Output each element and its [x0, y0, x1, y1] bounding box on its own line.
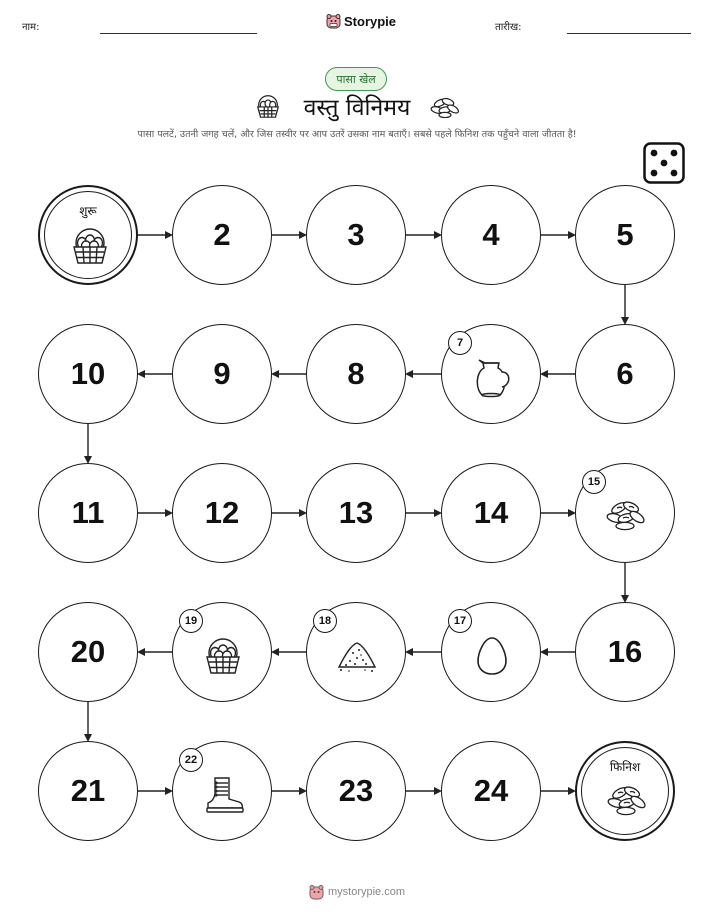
finish-label: फिनिश — [609, 760, 641, 774]
date-label: तारीख: — [495, 22, 522, 33]
board-space-6[interactable] — [575, 324, 675, 424]
page-title: वस्तु विनिमय — [303, 95, 411, 121]
start-label: शुरू — [79, 204, 97, 218]
space-number-tag: 15 — [582, 470, 606, 494]
egg-icon — [470, 633, 514, 677]
space-number-tag: 17 — [448, 609, 472, 633]
board-space-20[interactable] — [38, 602, 138, 702]
dates-icon — [605, 779, 649, 823]
space-number: 6 — [616, 356, 634, 391]
space-number-tag: 18 — [313, 609, 337, 633]
space-number: 4 — [482, 217, 500, 252]
board-space-7[interactable] — [441, 324, 541, 424]
board-space-21[interactable] — [38, 741, 138, 841]
board-space-11[interactable] — [38, 463, 138, 563]
space-number-tag: 19 — [179, 609, 203, 633]
space-number: 12 — [204, 495, 240, 530]
dates-icon — [604, 494, 648, 538]
board-space-18[interactable] — [306, 602, 406, 702]
board-space-22[interactable] — [172, 741, 272, 841]
space-number: 16 — [607, 634, 643, 669]
name-label: नाम: — [22, 22, 40, 33]
boot-icon — [201, 772, 245, 816]
space-number: 8 — [347, 356, 365, 391]
board-space-10[interactable] — [38, 324, 138, 424]
storypie-mascot-icon — [309, 884, 324, 900]
board-space-2[interactable] — [172, 185, 272, 285]
space-number: 5 — [616, 217, 634, 252]
finish-space[interactable] — [575, 741, 675, 841]
space-number: 9 — [213, 356, 231, 391]
footer-url: mystorypie.com — [328, 886, 406, 898]
space-number: 13 — [338, 495, 374, 530]
space-number: 24 — [473, 773, 509, 808]
board-space-14[interactable] — [441, 463, 541, 563]
board-space-12[interactable] — [172, 463, 272, 563]
board-space-5[interactable] — [575, 185, 675, 285]
board-space-9[interactable] — [172, 324, 272, 424]
start-space[interactable] — [38, 185, 138, 285]
space-number: 11 — [71, 495, 105, 530]
space-number: 10 — [70, 356, 106, 391]
board-space-24[interactable] — [441, 741, 541, 841]
board-space-4[interactable] — [441, 185, 541, 285]
board-space-19[interactable] — [172, 602, 272, 702]
board-space-23[interactable] — [306, 741, 406, 841]
board-space-17[interactable] — [441, 602, 541, 702]
space-number: 20 — [70, 634, 106, 669]
board-space-13[interactable] — [306, 463, 406, 563]
board-space-3[interactable] — [306, 185, 406, 285]
board-space-15[interactable] — [575, 463, 675, 563]
space-number: 21 — [70, 773, 106, 808]
brand-name: Storypie — [344, 13, 397, 29]
instructions: पासा पलटें, उतनी जगह चलें, और जिस तस्वीर पर आप उतरें उसका नाम बताएँ। सबसे पहले फिनिश तक पहुँचने वाला जीतता है! — [137, 129, 577, 140]
footer — [309, 884, 405, 900]
basket-icon — [68, 223, 112, 267]
space-number: 23 — [338, 773, 374, 808]
space-number-tag: 7 — [448, 331, 472, 355]
space-number: 2 — [213, 217, 231, 252]
space-number-tag: 22 — [179, 748, 203, 772]
jug-icon — [470, 355, 514, 399]
space-number: 3 — [347, 217, 365, 252]
space-number: 14 — [473, 495, 509, 530]
game-type-badge: पासा खेल — [325, 67, 387, 91]
board-space-16[interactable] — [575, 602, 675, 702]
grain-pile-icon — [335, 633, 379, 677]
basket-icon — [201, 633, 245, 677]
board-space-8[interactable] — [306, 324, 406, 424]
